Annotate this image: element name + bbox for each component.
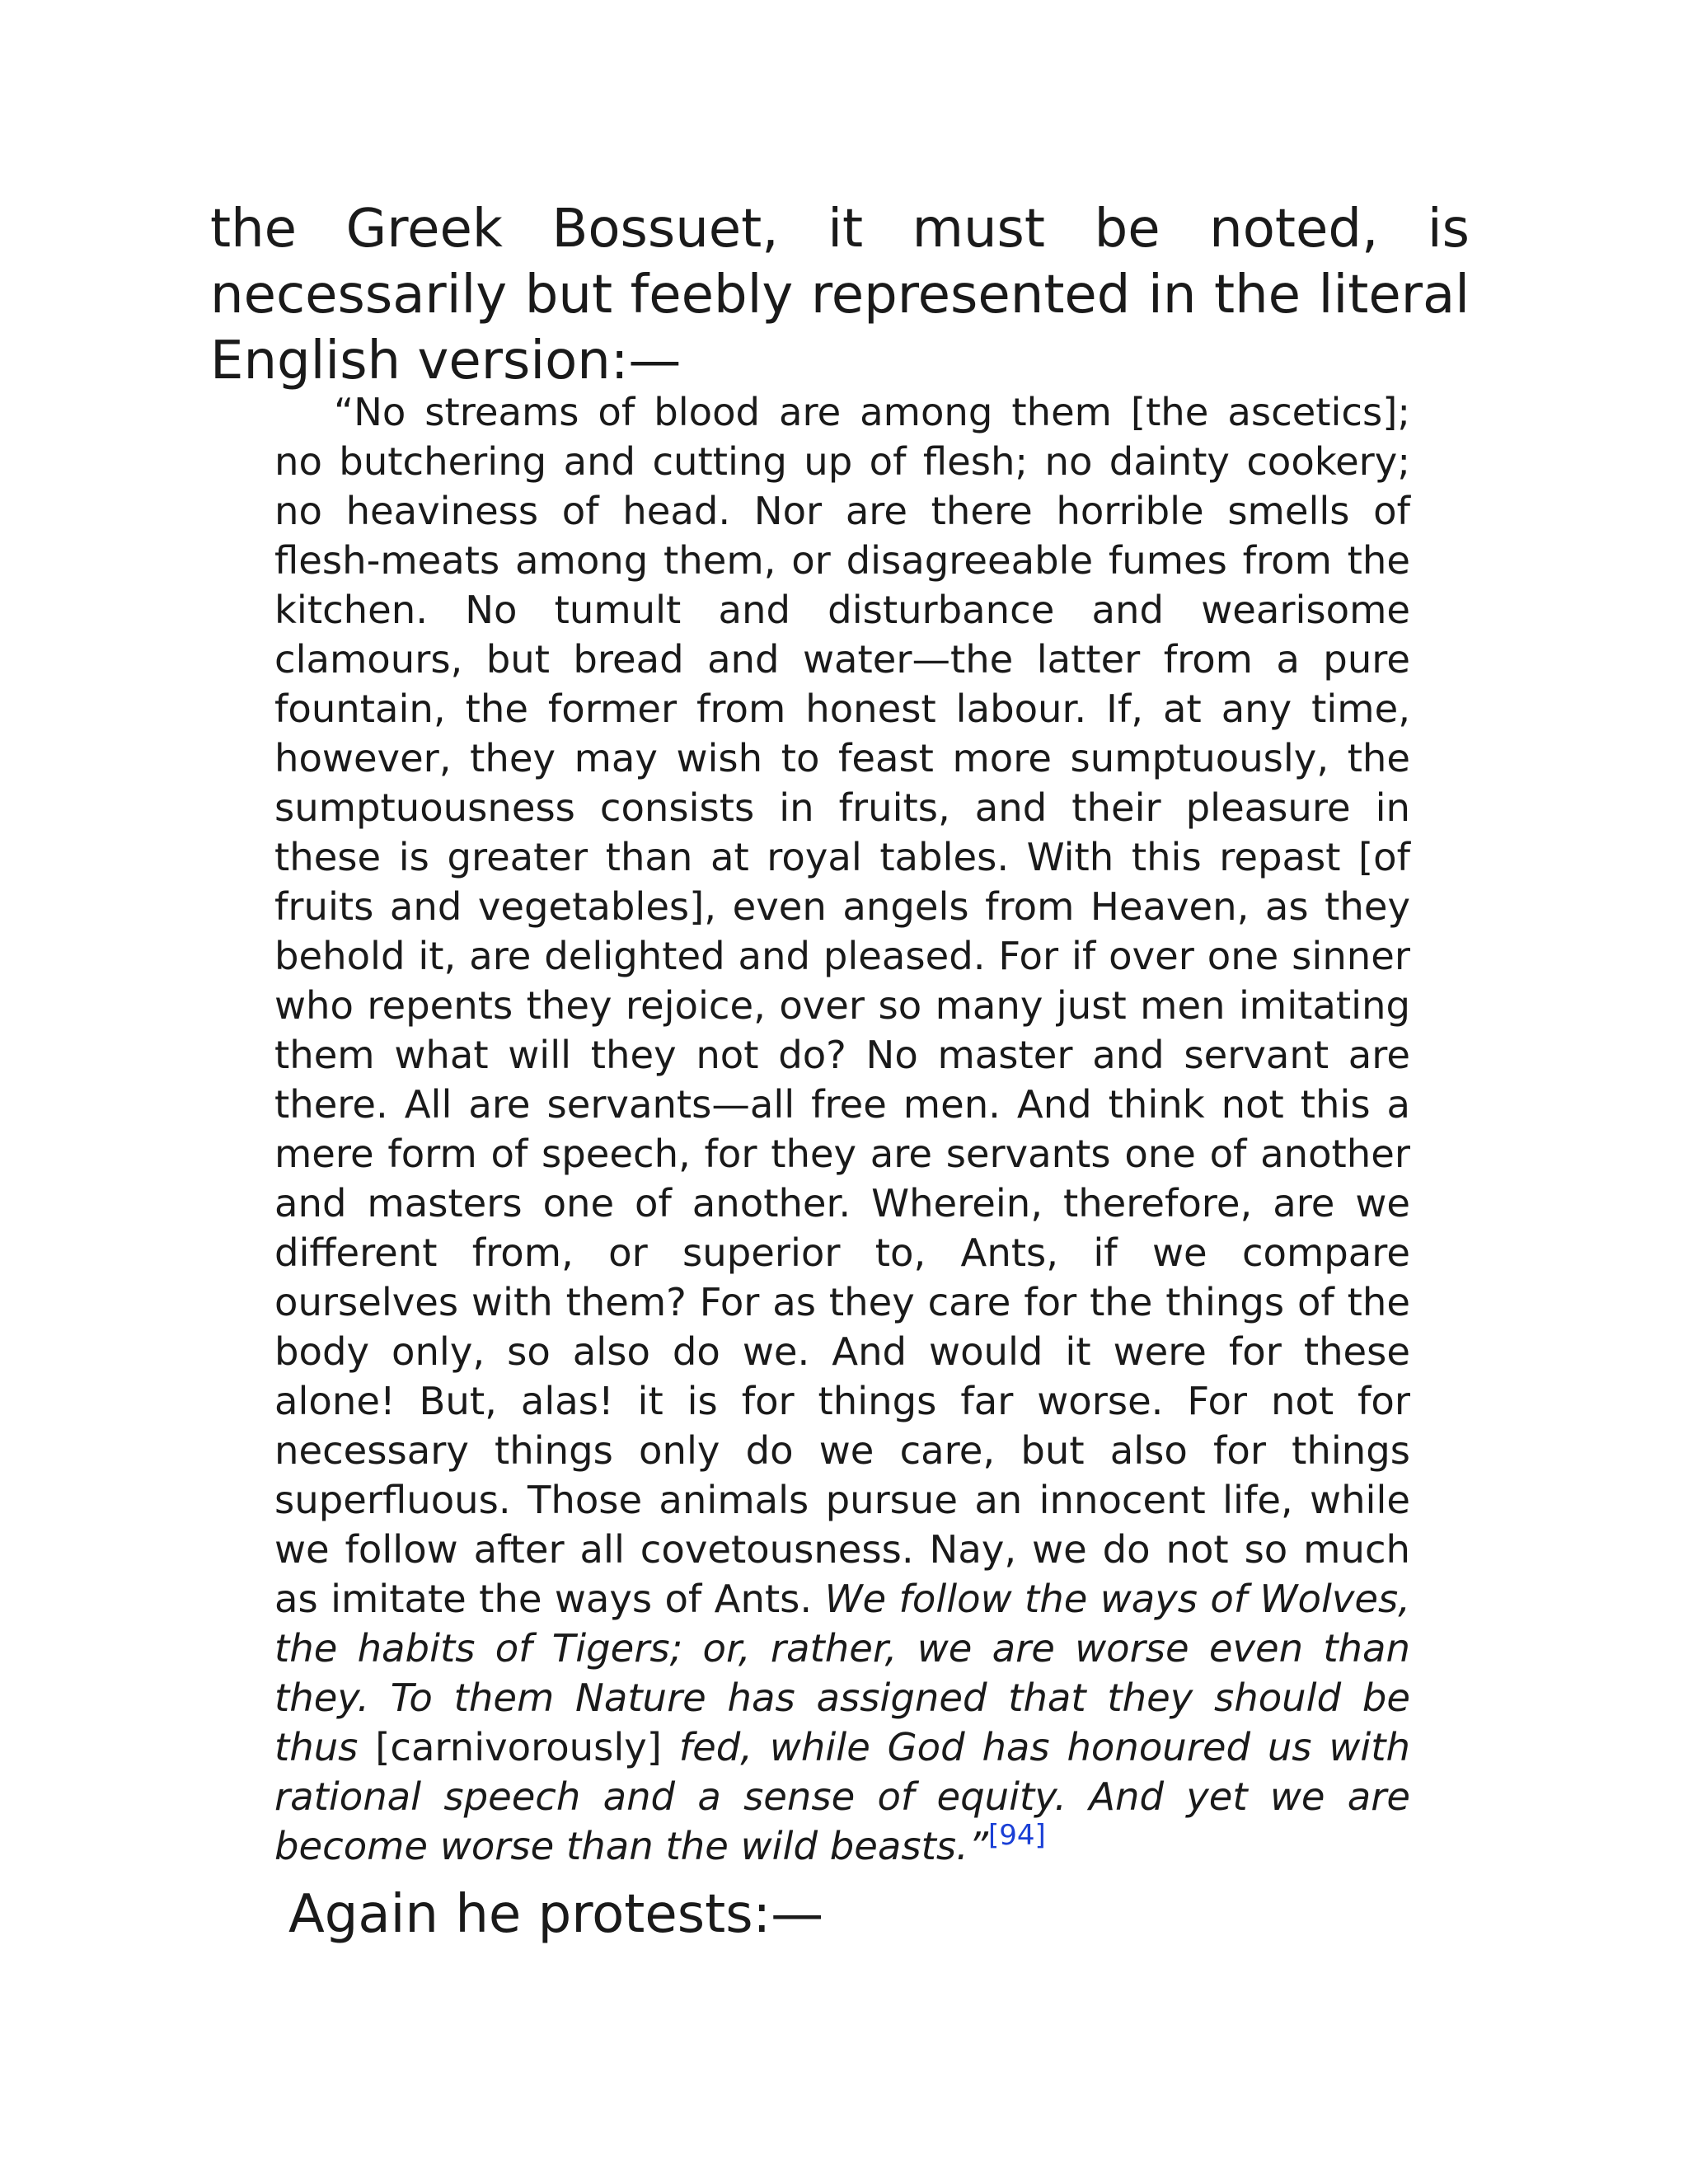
quote-italic-text-1: We follow the ways of Wolves, the habits of Tigers; or, rather, we are worse even than they. To them Nature has assigned that they should be thus [274, 1577, 1411, 1769]
block-quote [274, 387, 1410, 1871]
quote-closing-mark: ” [968, 1824, 988, 1868]
closing-line: Again he protests:— [288, 1884, 824, 1945]
quote-italic-text-2: fed, while God has honoured us with rational speech and a sense of equity. And yet we are become worse than the wild beasts. [274, 1725, 1411, 1868]
intro-paragraph: the Greek Bossuet, it must be noted, is necessarily but feebly represented in the literal English version:— [210, 199, 1470, 391]
footnote-link-94[interactable]: [94] [987, 1819, 1046, 1852]
quote-bracket-text: [carnivorously] [375, 1725, 662, 1769]
quote-roman-text: “No streams of blood are among them [the ascetics]; no butchering and cutting up of flesh; no dainty cookery; no heaviness of head. Nor are there horrible smells of flesh-meats among them, or disagreeable fumes from the kitchen. No tumult and disturbance and wearisome clamours, but bread and water—the latter from a pure fountain, the former from honest labour. If, at any time, however, they may wish to feast more sumptuously, the sumptuousness consists in fruits, and their pleasure in these is greater than at royal tables. With this repast [of fruits and vegetables], even angels from Heaven, as they behold it, are delighted and pleased. For if over one sinner who repents they rejoice, over so many just men imitating them what will they not do? No master and servant are there. All are servants—all free men. And think not this a mere form of speech, for they are servants one of another and masters one of another. Wherein, therefore, are we different from, or superior to, Ants, if we compare ourselves with them? For as they care for the things of the body only, so also do we. And would it were for these alone! But, alas! it is for things far worse. For not for necessary things only do we care, but also for things superfluous. Those animals pursue an innocent life, while we follow after all covetousness. Nay, we do not so much as imitate the ways of Ants. [274, 390, 1410, 1621]
